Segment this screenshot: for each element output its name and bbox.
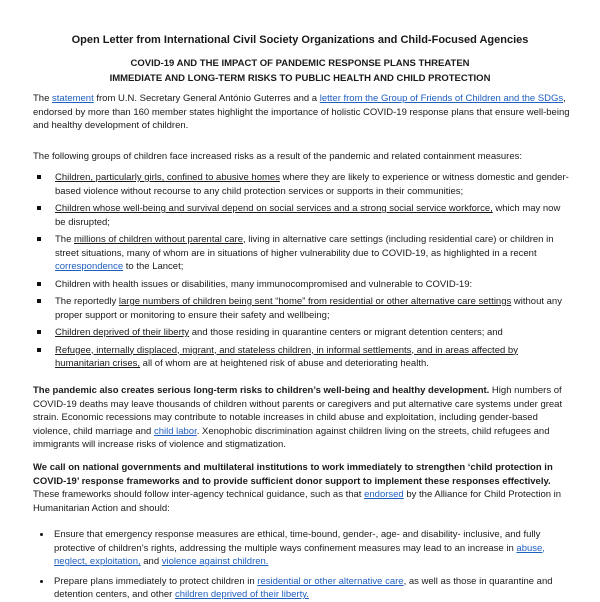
risks-text: High numbers of COVID-19 deaths may leave thousands of children without parents or caregivers and put alternative care systems under great strain. Economic recessions may contribute to notable increases in child abuse and exploitation, including gender-based violence, child marriage and bbox=[33, 385, 563, 437]
intro-paragraph bbox=[33, 92, 573, 133]
action-text: Prepare plans immediately to protect children in bbox=[54, 575, 258, 587]
group-text: all of whom are at heightened risk of abuse and deteriorating health. bbox=[140, 358, 429, 369]
group-text: The reportedly bbox=[55, 296, 119, 307]
group-text: which may now be disrupted; bbox=[55, 203, 561, 228]
intro-text: from U.N. Secretary General António Guterres and a bbox=[93, 93, 320, 104]
list-item bbox=[33, 278, 573, 292]
list-item bbox=[33, 233, 573, 274]
group-text: without any proper support or monitoring to ensure their safety and wellbeing; bbox=[55, 296, 562, 321]
group-text: , living in alternative care settings (including residential care) or children in street situations, many of whom are in situations of higher vulnerability due to COVID-19, as highlighted in a recent bbox=[55, 234, 554, 259]
group-text: The bbox=[55, 234, 75, 245]
statement-link[interactable]: statement bbox=[52, 93, 94, 104]
group-text: Children with health issues or disabilities, many immunocompromised and vulnerable to COVID-19: bbox=[55, 278, 473, 290]
group-label: millions of children without parental care bbox=[74, 234, 243, 245]
group-of-friends-letter-link[interactable]: letter from the Group of Friends of Children and the SDGs bbox=[319, 93, 564, 104]
alternative-care-link[interactable]: residential or other alternative care bbox=[257, 575, 404, 587]
action-text: Ensure that emergency response measures are ethical, time-bound, gender-, age- and disability- inclusive, and fully protective of children’s rights, addressing the multiple ways confinement measures may lead to an increase in bbox=[54, 529, 541, 554]
call-heading: We call on national governments and multilateral institutions to work immediately to strengthen ‘child protection in COVID-19’ response frameworks and to provide sufficient donor support to implement these responses effectively. bbox=[33, 462, 553, 487]
group-text: to the Lancet; bbox=[123, 261, 184, 272]
risks-paragraph bbox=[33, 384, 573, 452]
list-item bbox=[33, 202, 573, 229]
endorsed-link[interactable]: endorsed bbox=[364, 489, 404, 500]
group-label: large numbers of children being sent “home” from residential or other alternative care settings bbox=[118, 296, 512, 307]
subtitle-line-2: IMMEDIATE AND LONG-TERM RISKS TO PUBLIC HEALTH AND CHILD PROTECTION bbox=[109, 73, 491, 84]
violence-against-children-link[interactable]: violence against children. bbox=[161, 556, 269, 567]
group-label: Children, particularly girls, confined to abusive homes bbox=[55, 172, 280, 183]
intro-text: The bbox=[33, 93, 53, 104]
call-text: by the Alliance for Child Protection in Humanitarian Action and should: bbox=[33, 489, 562, 514]
list-item bbox=[33, 344, 573, 371]
child-labor-link[interactable]: child labor bbox=[153, 425, 197, 437]
actions-list bbox=[38, 528, 573, 602]
subtitle-line-1: COVID-19 AND THE IMPACT OF PANDEMIC RESPONSE PLANS THREATEN bbox=[130, 58, 470, 69]
call-text: These frameworks should follow inter-agency technical guidance, such as that bbox=[33, 489, 365, 500]
call-paragraph bbox=[33, 461, 573, 515]
action-text: , as well as those in quarantine and detention centers, and other bbox=[54, 575, 553, 600]
group-label: Children deprived of their liberty bbox=[55, 327, 190, 338]
letter-title: Open Letter from International Civil Society Organizations and Child-Focused Agencies bbox=[71, 34, 529, 46]
intro-text: , endorsed by more than 160 member states highlight the importance of holistic COVID-19 response plans that ensure well-being and healthy development of children. bbox=[33, 93, 570, 131]
list-item bbox=[33, 326, 573, 340]
action-text: and bbox=[140, 556, 162, 567]
at-risk-groups-list bbox=[33, 171, 573, 375]
risks-heading: The pandemic also creates serious long-term risks to children’s well-being and healthy development. bbox=[33, 385, 490, 396]
abuse-neglect-link[interactable]: abuse, neglect, exploitation, bbox=[54, 542, 545, 567]
group-label: Children whose well-being and survival depend on social services and a strong social service workforce, bbox=[55, 203, 493, 214]
group-text: where they are likely to experience or witness domestic and gender-based violence without recourse to any child protection services or supports in their communities; bbox=[55, 172, 569, 197]
groups-intro-paragraph: The following groups of children face increased risks as a result of the pandemic and related containment measures: bbox=[33, 151, 522, 162]
children-deprived-link[interactable]: children deprived of their liberty. bbox=[174, 589, 309, 600]
group-text: and those residing in quarantine centers or migrant detention centers; and bbox=[189, 327, 503, 338]
correspondence-link[interactable]: correspondence bbox=[55, 261, 124, 272]
list-item bbox=[38, 575, 573, 602]
list-item bbox=[33, 171, 573, 198]
list-item bbox=[38, 528, 573, 569]
risks-text: . Xenophobic discrimination against children living on the streets, child refugees and immigrants will increase risks of violence and stigmatization. bbox=[33, 425, 550, 450]
list-item bbox=[33, 295, 573, 322]
group-label: Refugee, internally displaced, migrant, and stateless children, in informal settlements, and in areas affected by humanitarian crises, bbox=[55, 344, 518, 369]
